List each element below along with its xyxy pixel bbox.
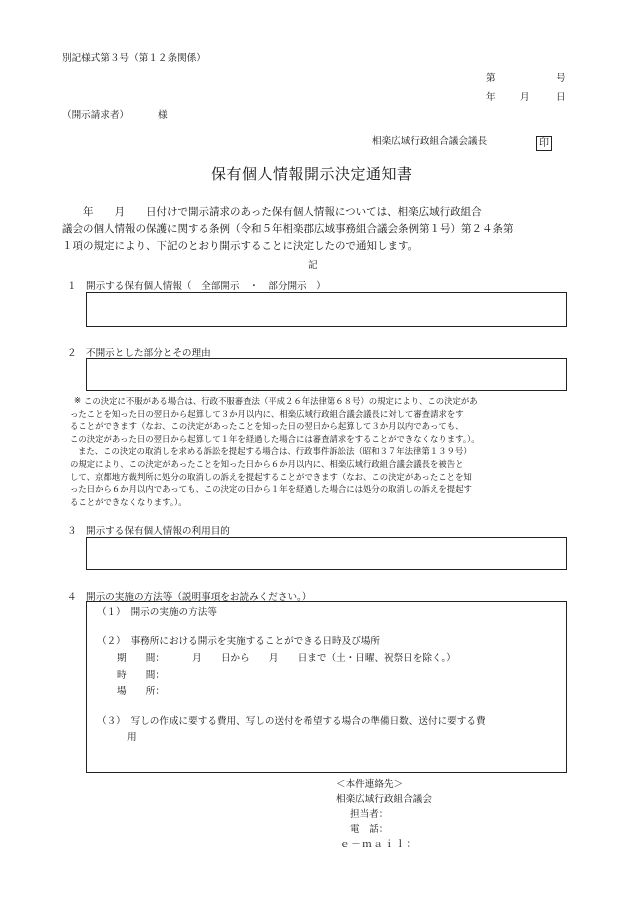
notice-line-9: ることができなくなります。）。 — [70, 496, 187, 507]
doc-date-month: 月 — [520, 92, 530, 103]
notice-line-1: この決定に不服がある場合は、行政不服審査法（平成２６年法律第６８号）の規定により、この決定があ — [84, 396, 478, 406]
notice-mark: ※ — [74, 396, 82, 406]
section4-label: 開示の実施の方法等（説明事項をお読みください。） — [86, 592, 312, 603]
section1-num: １ — [67, 281, 77, 292]
notice-line-6: の規定により、この決定があったことを知った日から６か月以内に、相楽広域行政組合議会議長を被告と — [70, 458, 464, 469]
place-label: 場 所： — [117, 686, 165, 697]
section4-item3-line1: （３） 写しの作成に要する費用、写しの送付を希望する場合の準備日数、送付に要する費 — [97, 716, 486, 727]
section2-input-box[interactable] — [86, 358, 567, 391]
page-title: 保有個人情報開示決定通知書 — [211, 165, 413, 183]
time-label: 時 間： — [117, 670, 165, 681]
notice-line-3: ることができます（なお、この決定があったことを知った日の翌日から起算して３か月以内であっても、 — [70, 421, 464, 432]
recipient-label: （開示請求者） — [62, 110, 130, 121]
period-label: 期 間： — [117, 653, 165, 664]
section1-label: 開示する保有個人情報（ 全部開示 ・ 部分開示 ） — [86, 281, 326, 292]
doc-number-dai: 第 — [486, 73, 496, 84]
ki-label: 記 — [308, 260, 318, 271]
section4-item1: （１） 開示の実施の方法等 — [97, 607, 217, 618]
form-number: 別記様式第３号（第１２条関係） — [62, 53, 206, 64]
seal-char: 印 — [536, 136, 552, 151]
contact-email: ｅ－ｍａｉｌ： — [340, 839, 418, 850]
section4-box — [86, 601, 567, 773]
section3-label: 開示する保有個人情報の利用目的 — [86, 526, 230, 537]
notice-line-5: また、この決定の取消しを求める訴訟を提起する場合は、行政事件訴訟法（昭和３７年法律第１３９号） — [78, 446, 472, 457]
notice-line-4: この決定があった日の翌日から起算して１年を経過した場合には審査請求をすることができなくなります。）。 — [70, 433, 480, 444]
contact-org: 相楽広域行政組合議会 — [336, 794, 432, 805]
notice-line-8: った日から６か月以内であっても、この決定の日から１年を経過した場合には処分の取消しの訴えを提起す — [70, 484, 472, 495]
doc-date-day: 日 — [556, 92, 566, 103]
intro-line-3: １項の規定により、下記のとおり開示することに決定したので通知します。 — [62, 240, 419, 252]
contact-person: 担当者： — [350, 809, 389, 820]
section3-input-box[interactable] — [86, 537, 567, 570]
section3-num: ３ — [67, 526, 77, 537]
intro-paragraph — [62, 204, 570, 255]
notice-line-2: ったことを知った日の翌日から起算して３か月以内に、相楽広域行政組合議会議長に対して審査請求をす — [70, 408, 464, 419]
notice-line-7: して、京都地方裁判所に処分の取消しの訴えを提起することができます（なお、この決定があったことを知 — [70, 471, 472, 482]
section4-num: ４ — [67, 592, 77, 603]
section2-label: 不開示とした部分とその理由 — [86, 348, 211, 359]
intro-line-2: 議会の個人情報の保護に関する条例（令和５年相楽郡広域事務組合議会条例第１号）第２４条第 — [62, 223, 514, 235]
section4-item2: （２） 事務所における開示を実施することができる日時及び場所 — [97, 636, 381, 647]
intro-line-1: 年 月 日付けで開示請求のあった保有個人情報については、相楽広域行政組合 — [62, 206, 482, 218]
contact-header: ＜本件連絡先＞ — [336, 779, 404, 790]
period-value: 月 日から 月 日まで（土・日曜、祝祭日を除く。） — [173, 653, 456, 664]
contact-phone: 電 話： — [350, 824, 389, 835]
issuer-name: 相楽広域行政組合議会議長 — [372, 136, 488, 147]
section2-num: ２ — [67, 348, 77, 359]
seal-mark — [536, 131, 552, 151]
section4-item3-line2: 用 — [127, 732, 137, 743]
doc-date-year: 年 — [486, 92, 496, 103]
recipient-sama: 様 — [158, 110, 168, 121]
notice-paragraph — [70, 395, 570, 508]
doc-number-go: 号 — [556, 73, 566, 84]
section1-input-box[interactable] — [86, 292, 567, 327]
